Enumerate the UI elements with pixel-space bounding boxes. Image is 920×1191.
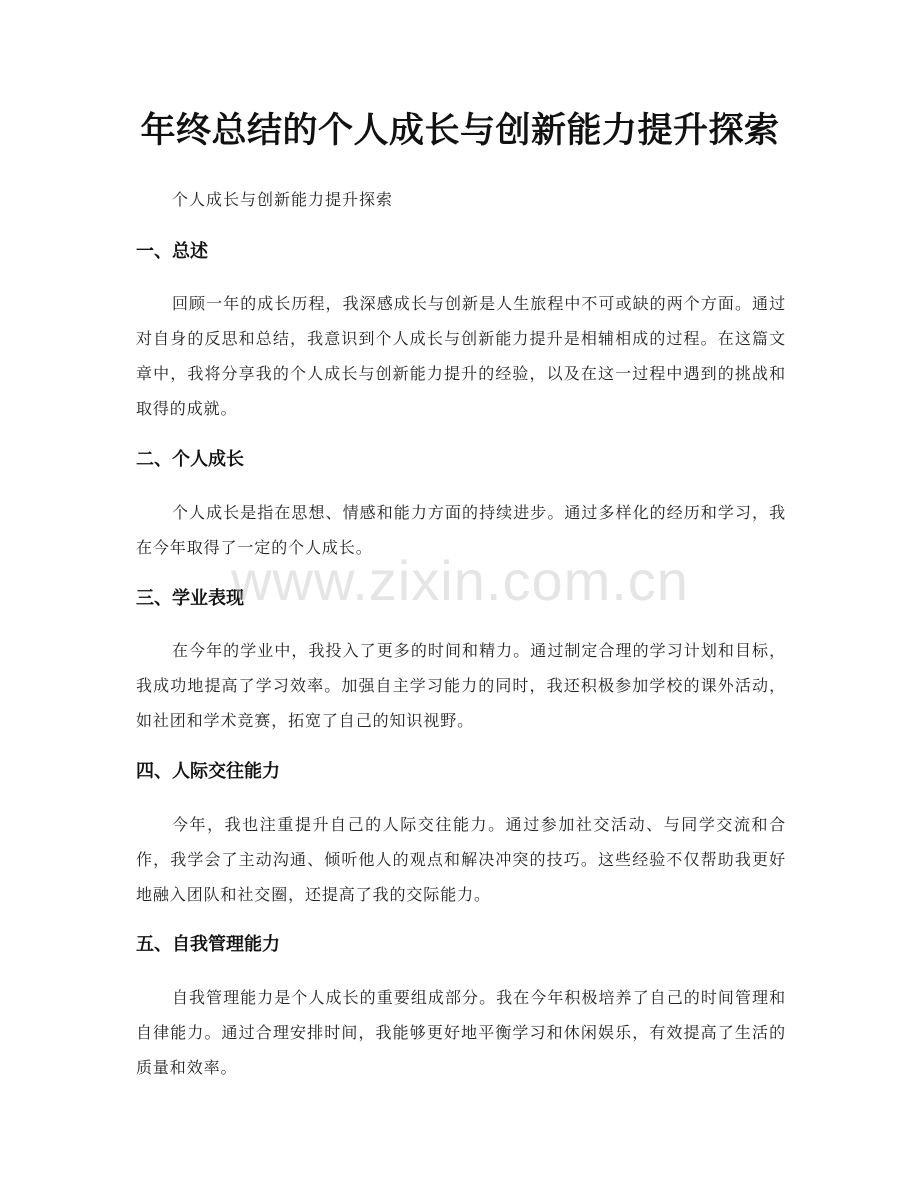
section-body-overview: 回顾一年的成长历程，我深感成长与创新是人生旅程中不可或缺的两个方面。通过对自身的反思和总结，我意识到个人成长与创新能力提升是相辅相成的过程。在这篇文章中，我将分享我的个人成长与创新能力提升的经验，以及在这一过程中遇到的挑战和取得的成就。 [136,294,786,418]
section-body-academic: 在今年的学业中，我投入了更多的时间和精力。通过制定合理的学习计划和目标，我成功地提高了学习效率。加强自主学习能力的同时，我还积极参加学校的课外活动，如社团和学术竞赛，拓宽了自己的知识视野。 [136,641,786,730]
section-body-interpersonal: 今年，我也注重提升自己的人际交往能力。通过参加社交活动、与同学交流和合作，我学会了主动沟通、倾听他人的观点和解决冲突的技巧。这些经验不仅帮助我更好地融入团队和社交圈，还提高了我的交际能力。 [136,815,786,904]
section-heading-self-management: 五、自我管理能力 [136,934,280,955]
section-heading-overview: 一、总述 [136,241,208,262]
document-subtitle: 个人成长与创新能力提升探索 [172,190,394,209]
section-heading-personal-growth: 二、个人成长 [136,449,244,470]
section-heading-interpersonal: 四、人际交往能力 [136,761,280,782]
document-title: 年终总结的个人成长与创新能力提升探索 [140,111,780,151]
section-heading-academic: 三、学业表现 [136,588,244,609]
section-body-personal-growth: 个人成长是指在思想、情感和能力方面的持续进步。通过多样化的经历和学习，我在今年取得了一定的个人成长。 [136,503,786,557]
watermark: www.zixin.com.cn [231,549,689,612]
section-body-self-management: 自我管理能力是个人成长的重要组成部分。我在今年积极培养了自己的时间管理和自律能力。通过合理安排时间，我能够更好地平衡学习和休闲娱乐，有效提高了生活的质量和效率。 [136,988,786,1077]
